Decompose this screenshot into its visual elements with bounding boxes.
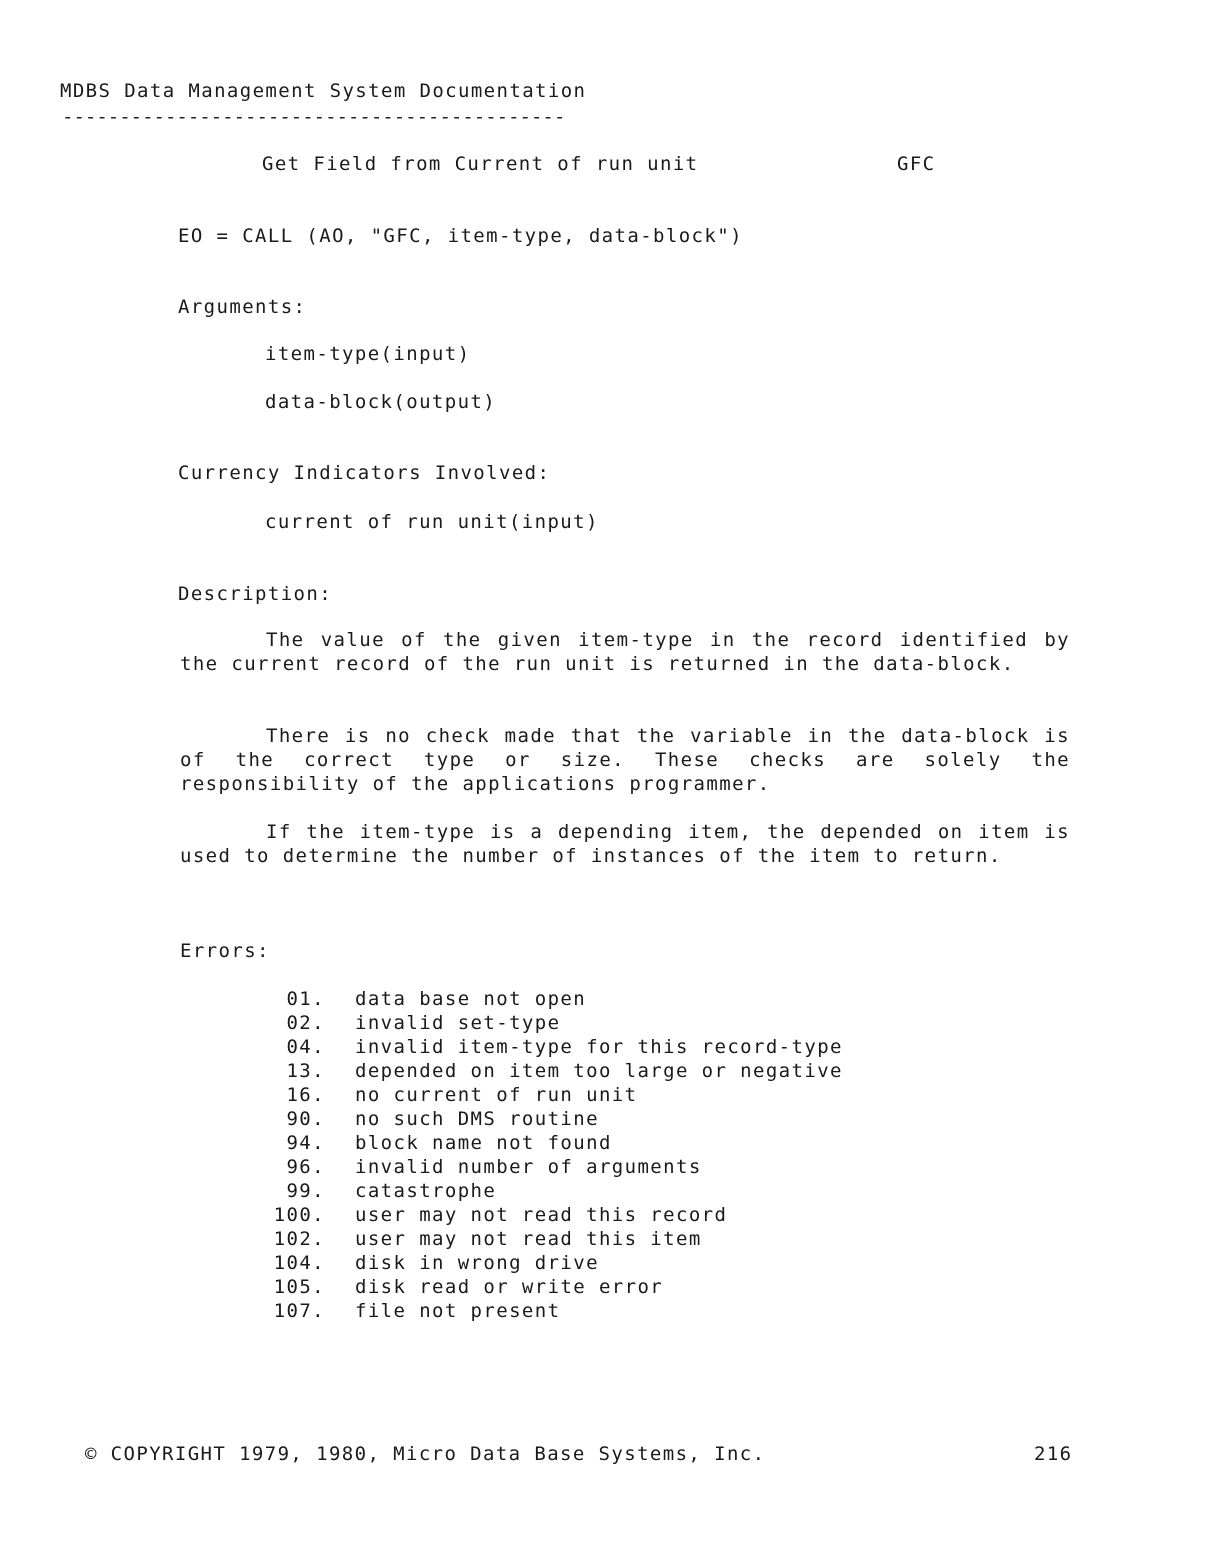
error-code: 107.: [273, 1300, 325, 1322]
error-code: 16.: [286, 1084, 325, 1106]
error-code: 99.: [286, 1180, 325, 1202]
error-code: 104.: [273, 1252, 325, 1274]
function-code: GFC: [897, 153, 936, 175]
call-syntax: EO = CALL (AO, "GFC, item-type, data-block"): [178, 225, 743, 247]
error-message: user may not read this record: [355, 1204, 728, 1226]
error-message: depended on item too large or negative: [355, 1060, 843, 1082]
currency-indicators-heading: Currency Indicators Involved:: [178, 462, 551, 484]
error-message: data base not open: [355, 988, 587, 1010]
paragraph-text: If the item-type is a depending item, the depended on item is used to determine the number of instances of the item to return.: [180, 821, 1070, 867]
error-code: 100.: [273, 1204, 325, 1226]
arguments-heading: Arguments:: [178, 296, 307, 318]
header-underline-rule: --------------------------------------------: [62, 106, 566, 128]
errors-heading: Errors:: [180, 940, 270, 962]
error-item: [255, 1059, 843, 1083]
error-code: 102.: [273, 1228, 325, 1250]
error-item: [255, 1179, 843, 1203]
error-message: file not present: [355, 1300, 561, 1322]
function-title: Get Field from Current of run unit: [262, 153, 699, 175]
error-code: 04.: [286, 1036, 325, 1058]
error-code: 94.: [286, 1132, 325, 1154]
error-message: block name not found: [355, 1132, 612, 1154]
error-message: invalid number of arguments: [355, 1156, 702, 1178]
description-paragraph: [180, 628, 1070, 676]
error-code: 01.: [286, 988, 325, 1010]
error-code: 13.: [286, 1060, 325, 1082]
error-item: [255, 1203, 843, 1227]
error-item: [255, 987, 843, 1011]
paragraph-text: There is no check made that the variable in the data-block is of the correct type or size. These checks are solely the responsibility of the applications programmer.: [180, 725, 1070, 795]
currency-indicator-item: current of run unit(input): [265, 511, 599, 533]
error-item: [255, 1107, 843, 1131]
error-item: [255, 1155, 843, 1179]
error-item: [255, 1011, 843, 1035]
error-message: invalid set-type: [355, 1012, 561, 1034]
error-code: 90.: [286, 1108, 325, 1130]
error-message: user may not read this item: [355, 1228, 702, 1250]
error-message: no such DMS routine: [355, 1108, 599, 1130]
error-item: [255, 1227, 843, 1251]
paragraph-text: The value of the given item-type in the record identified by the current record of the run unit is returned in the data-block.: [180, 629, 1070, 675]
error-item: [255, 1275, 843, 1299]
description-paragraph: [180, 820, 1070, 868]
description-paragraph: [180, 724, 1070, 796]
document-header-title: MDBS Data Management System Documentation: [60, 80, 587, 102]
page-number: 216: [1034, 1443, 1073, 1465]
error-code: 105.: [273, 1276, 325, 1298]
error-item: [255, 1131, 843, 1155]
error-message: invalid item-type for this record-type: [355, 1036, 843, 1058]
error-item: [255, 1083, 843, 1107]
argument-item: item-type(input): [265, 343, 471, 365]
error-message: no current of run unit: [355, 1084, 638, 1106]
description-heading: Description:: [178, 583, 333, 605]
error-message: disk in wrong drive: [355, 1252, 599, 1274]
error-message: disk read or write error: [355, 1276, 664, 1298]
error-list: [255, 987, 843, 1323]
error-code: 96.: [286, 1156, 325, 1178]
error-item: [255, 1299, 843, 1323]
error-item: [255, 1035, 843, 1059]
copyright-notice: © COPYRIGHT 1979, 1980, Micro Data Base Systems, Inc.: [85, 1443, 766, 1465]
argument-item: data-block(output): [265, 391, 497, 413]
error-code: 02.: [286, 1012, 325, 1034]
error-item: [255, 1251, 843, 1275]
error-message: catastrophe: [355, 1180, 497, 1202]
